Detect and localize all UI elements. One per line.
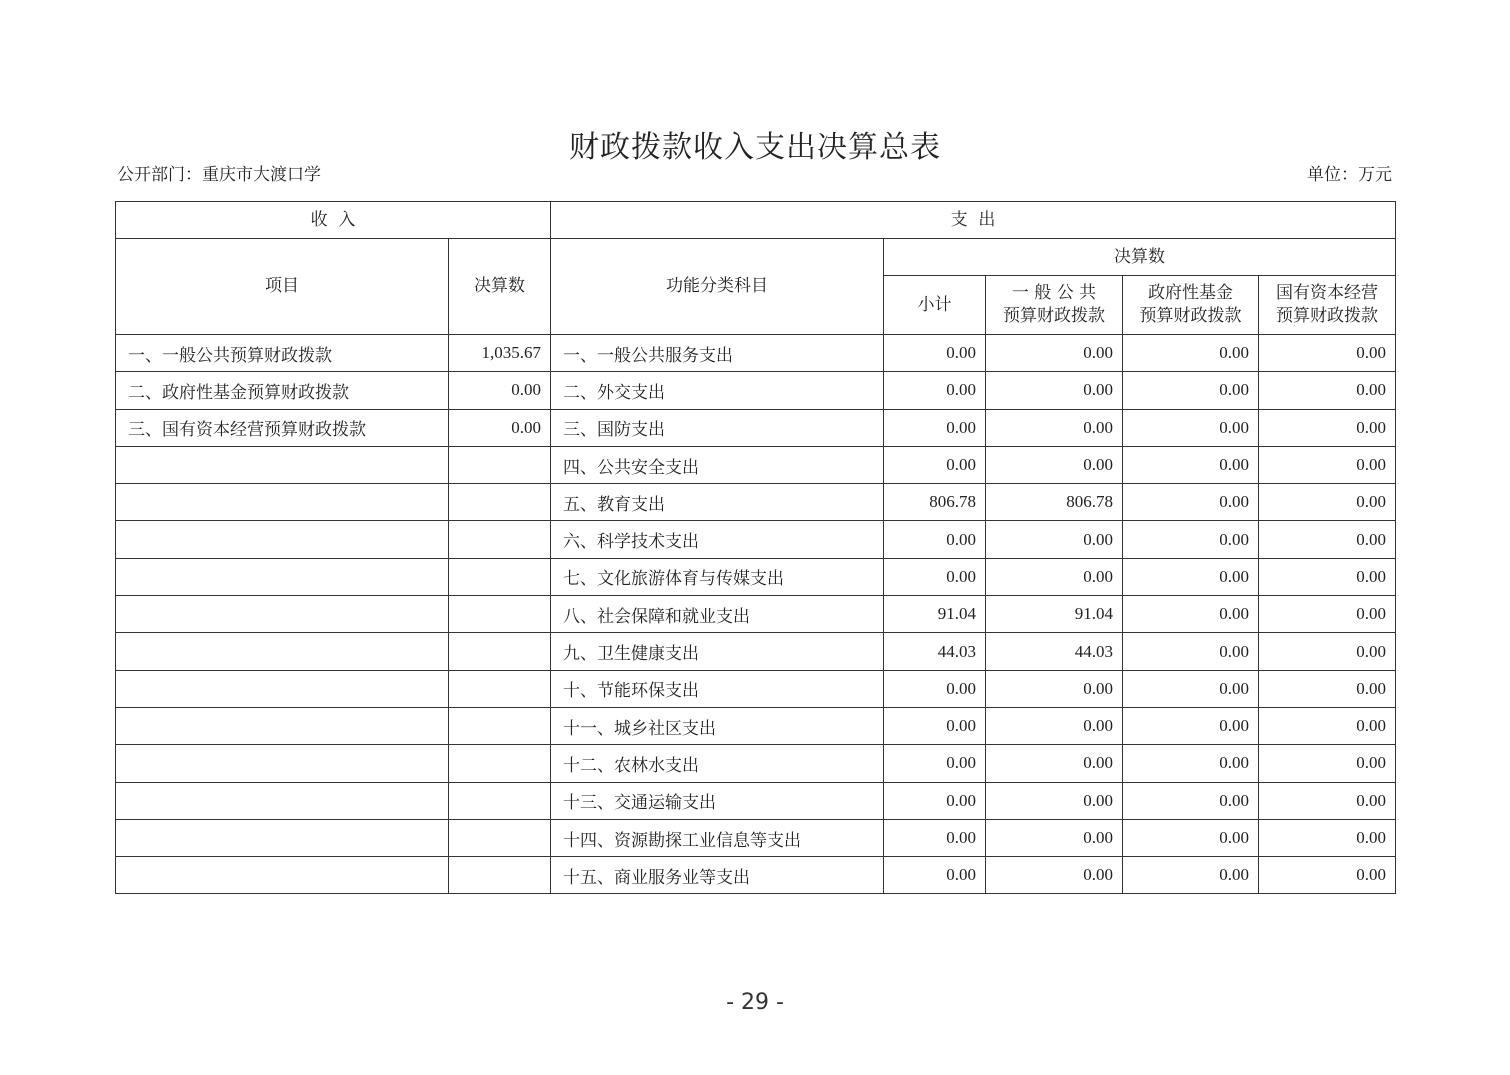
income-amount-cell bbox=[449, 521, 551, 558]
state-capital-cell: 0.00 bbox=[1259, 446, 1396, 483]
state-capital-cell: 0.00 bbox=[1259, 633, 1396, 670]
general-budget-cell: 0.00 bbox=[986, 372, 1123, 409]
general-budget-cell: 0.00 bbox=[986, 707, 1123, 744]
subtotal-cell: 0.00 bbox=[884, 521, 986, 558]
general-budget-cell: 806.78 bbox=[986, 484, 1123, 521]
budget-summary-table bbox=[115, 201, 1396, 894]
income-item-cell: 二、政府性基金预算财政拨款 bbox=[116, 372, 449, 409]
expense-subject-cell: 三、国防支出 bbox=[551, 409, 884, 446]
subtotal-cell: 0.00 bbox=[884, 558, 986, 595]
subtotal-cell: 0.00 bbox=[884, 782, 986, 819]
income-amount-cell bbox=[449, 707, 551, 744]
gov-fund-cell: 0.00 bbox=[1123, 670, 1259, 707]
general-budget-cell: 0.00 bbox=[986, 558, 1123, 595]
subtotal-cell: 0.00 bbox=[884, 372, 986, 409]
state-capital-cell: 0.00 bbox=[1259, 707, 1396, 744]
state-capital-cell: 0.00 bbox=[1259, 819, 1396, 856]
expense-subject-cell: 十二、农林水支出 bbox=[551, 745, 884, 782]
subtotal-cell: 0.00 bbox=[884, 409, 986, 446]
gov-fund-cell: 0.00 bbox=[1123, 409, 1259, 446]
table-row bbox=[116, 521, 1396, 558]
general-budget-cell: 0.00 bbox=[986, 745, 1123, 782]
gov-fund-header-line2: 预算财政拨款 bbox=[1139, 306, 1242, 326]
gov-fund-cell: 0.00 bbox=[1123, 484, 1259, 521]
state-capital-header bbox=[1259, 276, 1396, 335]
gov-fund-cell: 0.00 bbox=[1123, 558, 1259, 595]
subtotal-cell: 91.04 bbox=[884, 596, 986, 633]
expense-subject-cell: 十一、城乡社区支出 bbox=[551, 707, 884, 744]
state-capital-cell: 0.00 bbox=[1259, 372, 1396, 409]
table-row bbox=[116, 446, 1396, 483]
gov-fund-cell: 0.00 bbox=[1123, 335, 1259, 372]
gov-fund-header-line1: 政府性基金 bbox=[1148, 283, 1233, 303]
general-budget-cell: 0.00 bbox=[986, 409, 1123, 446]
table-row bbox=[116, 670, 1396, 707]
expense-subject-cell: 九、卫生健康支出 bbox=[551, 633, 884, 670]
income-item-cell: 三、国有资本经营预算财政拨款 bbox=[116, 409, 449, 446]
table-row bbox=[116, 596, 1396, 633]
general-budget-cell: 44.03 bbox=[986, 633, 1123, 670]
state-capital-cell: 0.00 bbox=[1259, 521, 1396, 558]
income-item-cell bbox=[116, 633, 449, 670]
income-item-cell bbox=[116, 782, 449, 819]
table-row bbox=[116, 707, 1396, 744]
gov-fund-cell: 0.00 bbox=[1123, 782, 1259, 819]
page-number: - 29 - bbox=[726, 990, 784, 1015]
general-budget-cell: 0.00 bbox=[986, 335, 1123, 372]
table-row bbox=[116, 484, 1396, 521]
table-row bbox=[116, 745, 1396, 782]
gov-fund-cell: 0.00 bbox=[1123, 857, 1259, 894]
state-capital-cell: 0.00 bbox=[1259, 745, 1396, 782]
income-amount-cell bbox=[449, 819, 551, 856]
function-subject-header: 功能分类科目 bbox=[551, 239, 884, 335]
income-amount-cell bbox=[449, 857, 551, 894]
income-amount-cell: 0.00 bbox=[449, 409, 551, 446]
general-budget-cell: 91.04 bbox=[986, 596, 1123, 633]
gov-fund-cell: 0.00 bbox=[1123, 596, 1259, 633]
income-amount-cell bbox=[449, 745, 551, 782]
department-label: 公开部门：重庆市大渡口学 bbox=[117, 165, 321, 185]
item-header: 项目 bbox=[116, 239, 449, 335]
subtotal-cell: 0.00 bbox=[884, 335, 986, 372]
final-amount-header: 决算数 bbox=[884, 239, 1396, 276]
income-item-cell bbox=[116, 521, 449, 558]
expense-subject-cell: 八、社会保障和就业支出 bbox=[551, 596, 884, 633]
gov-fund-cell: 0.00 bbox=[1123, 521, 1259, 558]
state-capital-cell: 0.00 bbox=[1259, 558, 1396, 595]
table-row bbox=[116, 335, 1396, 372]
table-row bbox=[116, 633, 1396, 670]
expense-subject-cell: 十四、资源勘探工业信息等支出 bbox=[551, 819, 884, 856]
subtotal-cell: 0.00 bbox=[884, 745, 986, 782]
table-row bbox=[116, 372, 1396, 409]
gov-fund-cell: 0.00 bbox=[1123, 707, 1259, 744]
subtotal-cell: 44.03 bbox=[884, 633, 986, 670]
income-amount-cell: 0.00 bbox=[449, 372, 551, 409]
income-amount-cell bbox=[449, 782, 551, 819]
subtotal-header: 小计 bbox=[884, 276, 986, 335]
general-budget-cell: 0.00 bbox=[986, 670, 1123, 707]
gov-fund-cell: 0.00 bbox=[1123, 745, 1259, 782]
subtotal-cell: 0.00 bbox=[884, 857, 986, 894]
expense-subject-cell: 十、节能环保支出 bbox=[551, 670, 884, 707]
income-item-cell bbox=[116, 819, 449, 856]
income-item-cell bbox=[116, 446, 449, 483]
general-budget-cell: 0.00 bbox=[986, 446, 1123, 483]
gov-fund-cell: 0.00 bbox=[1123, 633, 1259, 670]
subtotal-cell: 0.00 bbox=[884, 446, 986, 483]
income-amount-cell bbox=[449, 596, 551, 633]
state-capital-header-line1: 国有资本经营 bbox=[1276, 283, 1379, 303]
expense-subject-cell: 十三、交通运输支出 bbox=[551, 782, 884, 819]
income-item-cell bbox=[116, 484, 449, 521]
expense-subject-cell: 一、一般公共服务支出 bbox=[551, 335, 884, 372]
table-row bbox=[116, 782, 1396, 819]
state-capital-cell: 0.00 bbox=[1259, 857, 1396, 894]
table-row bbox=[116, 558, 1396, 595]
income-amount-cell bbox=[449, 446, 551, 483]
state-capital-cell: 0.00 bbox=[1259, 670, 1396, 707]
state-capital-cell: 0.00 bbox=[1259, 596, 1396, 633]
subtotal-cell: 0.00 bbox=[884, 819, 986, 856]
subtotal-cell: 806.78 bbox=[884, 484, 986, 521]
income-item-cell bbox=[116, 670, 449, 707]
income-amount-cell bbox=[449, 484, 551, 521]
table-row bbox=[116, 409, 1396, 446]
expense-subject-cell: 七、文化旅游体育与传媒支出 bbox=[551, 558, 884, 595]
general-budget-cell: 0.00 bbox=[986, 857, 1123, 894]
unit-label: 单位：万元 bbox=[1307, 165, 1392, 185]
income-item-cell bbox=[116, 707, 449, 744]
expense-subject-cell: 五、教育支出 bbox=[551, 484, 884, 521]
subtotal-cell: 0.00 bbox=[884, 707, 986, 744]
general-budget-cell: 0.00 bbox=[986, 819, 1123, 856]
income-item-cell bbox=[116, 857, 449, 894]
state-capital-cell: 0.00 bbox=[1259, 335, 1396, 372]
expense-subject-cell: 四、公共安全支出 bbox=[551, 446, 884, 483]
general-budget-header bbox=[986, 276, 1123, 335]
income-amount-cell: 1,035.67 bbox=[449, 335, 551, 372]
income-amount-cell bbox=[449, 633, 551, 670]
gov-fund-header bbox=[1123, 276, 1259, 335]
expense-subject-cell: 十五、商业服务业等支出 bbox=[551, 857, 884, 894]
income-item-cell bbox=[116, 596, 449, 633]
gov-fund-cell: 0.00 bbox=[1123, 446, 1259, 483]
state-capital-header-line2: 预算财政拨款 bbox=[1276, 306, 1379, 326]
general-budget-header-line2: 预算财政拨款 bbox=[1003, 306, 1105, 326]
table-row bbox=[116, 819, 1396, 856]
income-item-cell bbox=[116, 558, 449, 595]
document-title: 财政拨款收入支出决算总表 bbox=[569, 130, 941, 165]
income-amount-cell bbox=[449, 670, 551, 707]
gov-fund-cell: 0.00 bbox=[1123, 372, 1259, 409]
gov-fund-cell: 0.00 bbox=[1123, 819, 1259, 856]
general-budget-cell: 0.00 bbox=[986, 782, 1123, 819]
income-amount-cell bbox=[449, 558, 551, 595]
table-row bbox=[116, 857, 1396, 894]
general-budget-header-line1: 一 般 公 共 bbox=[1011, 283, 1097, 303]
income-amount-header: 决算数 bbox=[449, 239, 551, 335]
income-item-cell bbox=[116, 745, 449, 782]
subtotal-cell: 0.00 bbox=[884, 670, 986, 707]
state-capital-cell: 0.00 bbox=[1259, 782, 1396, 819]
expense-subject-cell: 二、外交支出 bbox=[551, 372, 884, 409]
state-capital-cell: 0.00 bbox=[1259, 484, 1396, 521]
expense-subject-cell: 六、科学技术支出 bbox=[551, 521, 884, 558]
state-capital-cell: 0.00 bbox=[1259, 409, 1396, 446]
income-header: 收 入 bbox=[116, 202, 551, 239]
income-item-cell: 一、一般公共预算财政拨款 bbox=[116, 335, 449, 372]
general-budget-cell: 0.00 bbox=[986, 521, 1123, 558]
expense-header: 支 出 bbox=[551, 202, 1396, 239]
